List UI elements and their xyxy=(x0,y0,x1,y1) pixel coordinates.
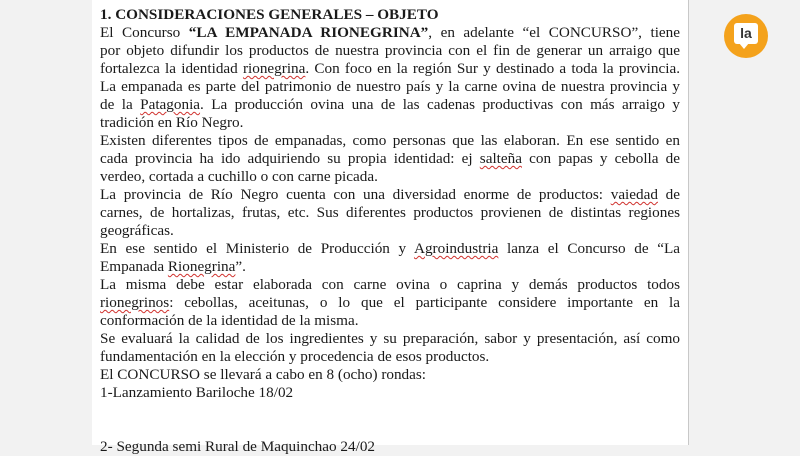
text-span: cada provincia ha ido adquiriendo su propia identidad: ej xyxy=(100,150,480,167)
text-span: ”. xyxy=(235,258,246,275)
contest-name: “LA EMPANADA RIONEGRINA” xyxy=(188,24,429,41)
text-span: lanza el Concurso de “La xyxy=(498,240,680,257)
paragraph-line xyxy=(100,186,680,204)
paragraph-line xyxy=(100,258,680,276)
misspelled-word: Rionegrina xyxy=(167,258,236,275)
paragraph-line xyxy=(100,294,680,312)
paragraph-line: Existen diferentes tipos de empanadas, como personas que las elaboran. En ese sentido en xyxy=(100,132,680,149)
misspelled-word: vaiedad xyxy=(610,186,658,203)
paragraph-line: por objeto difundir los productos de nuestra provincia con el fin de generar un arraigo que xyxy=(100,42,680,59)
paragraph-line xyxy=(100,240,680,258)
paragraph-line: verdeo, cortada a cuchillo o con carne picada. xyxy=(100,168,378,185)
site-logo-icon[interactable] xyxy=(724,14,768,58)
misspelled-word: Agroindustria xyxy=(413,240,499,257)
blank-line xyxy=(100,402,680,420)
misspelled-word: rionegrina xyxy=(242,60,306,77)
text-span: con papas y cebolla de xyxy=(521,150,680,167)
paragraph-line: carnes, de hortalizas, frutas, etc. Sus diferentes productos provienen de distintas regiones xyxy=(100,204,680,221)
misspelled-word: Patagonia xyxy=(140,96,201,113)
paragraph-line xyxy=(100,24,680,42)
logo-badge xyxy=(734,23,758,44)
text-span: : cebollas, aceitunas, o lo que el participante considere importante en la xyxy=(169,294,680,311)
paragraph-line: geográficas. xyxy=(100,222,174,239)
logo-text: la xyxy=(740,25,752,41)
text-span: Empanada xyxy=(100,258,168,275)
speech-bubble-tail xyxy=(739,43,749,49)
misspelled-word: salteña xyxy=(479,150,522,167)
text-span: , en adelante “el CONCURSO”, tiene xyxy=(428,24,681,41)
paragraph-line: tradición en Río Negro. xyxy=(100,114,244,131)
document-body xyxy=(100,6,680,456)
document-page xyxy=(92,0,689,455)
text-span: En ese sentido el Ministerio de Producción y xyxy=(100,240,414,257)
text-span: La provincia de Río Negro cuenta con una diversidad enorme de productos: xyxy=(100,186,611,203)
blank-line xyxy=(100,420,680,438)
round-item: 2- Segunda semi Rural de Maquinchao 24/02 xyxy=(100,438,376,455)
text-span: El Concurso xyxy=(100,24,189,41)
text-span: fortalezca la identidad xyxy=(100,60,243,77)
paragraph-line: El CONCURSO se llevará a cabo en 8 (ocho) rondas: xyxy=(100,366,427,383)
paragraph-line: Se evaluará la calidad de los ingredientes y su preparación, sabor y presentación, así como xyxy=(100,330,680,347)
round-item: 1-Lanzamiento Bariloche 18/02 xyxy=(100,384,294,401)
text-span: de xyxy=(657,186,680,203)
text-span: de la xyxy=(100,96,141,113)
text-span: . La producción ovina una de las cadenas productivas con más arraigo y xyxy=(200,96,680,113)
paragraph-line: La misma debe estar elaborada con carne ovina o caprina y demás productos todos xyxy=(100,276,680,293)
paragraph-line: fundamentación en la elección y procedencia de esos productos. xyxy=(100,348,490,365)
paragraph-line xyxy=(100,96,680,114)
paragraph-line xyxy=(100,60,680,78)
text-span: . Con foco en la región Sur y destinado a toda la provincia. xyxy=(305,60,680,77)
paragraph-line: conformación de la identidad de la misma. xyxy=(100,312,359,329)
misspelled-word: rionegrinos xyxy=(100,294,170,311)
section-heading: 1. CONSIDERACIONES GENERALES – OBJETO xyxy=(100,6,439,23)
paragraph-line xyxy=(100,150,680,168)
paragraph-line: La empanada es parte del patrimonio de nuestro país y la carne ovina de nuestra provincia y xyxy=(100,78,680,95)
